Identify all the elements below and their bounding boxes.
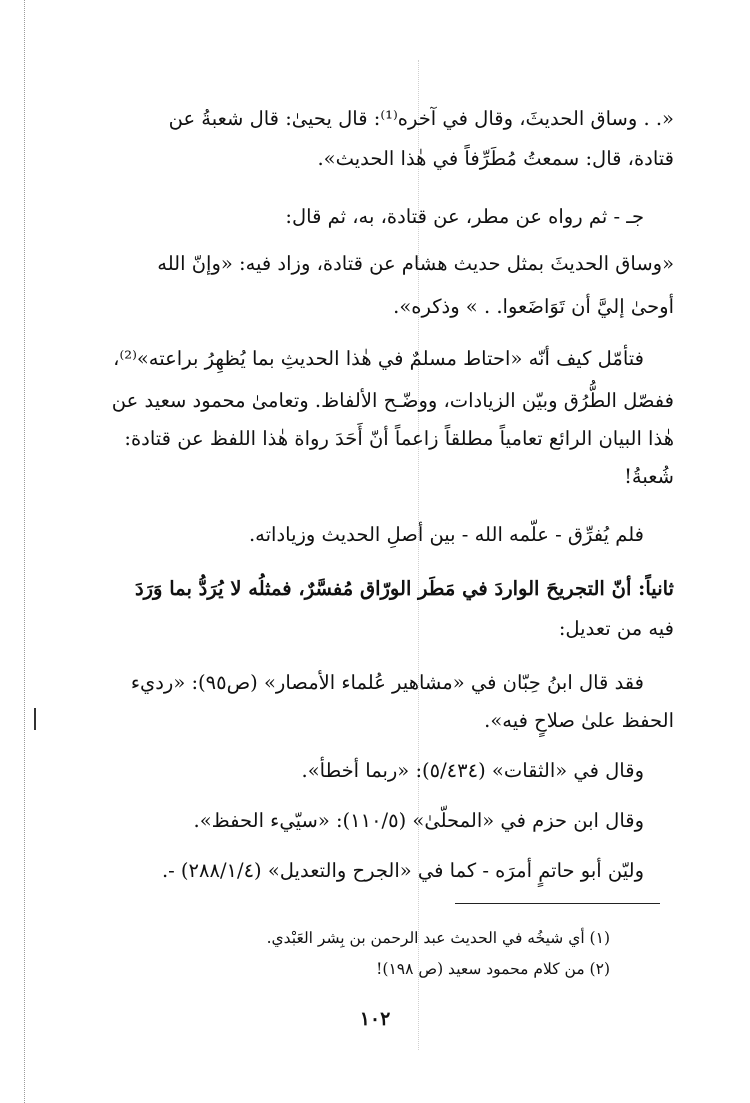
body-line-11: ثانياً: أنّ التجريحَ الواردَ في مَطَر الورّاق مُفسَّرٌ، فمثلُه لا يُرَدُّ بما وَرَدَ xyxy=(134,577,674,600)
body-line-5: أوحىٰ إليَّ أن تَوَاضَعوا. . » وذكره». xyxy=(393,295,674,318)
page-fold-line xyxy=(24,0,25,1103)
body-line-4: «وساق الحديثَ بمثل حديث هشام عن قتادة، وزاد فيه: «وإنّ الله xyxy=(157,252,674,275)
body-line-17: وليّن أبو حاتمٍ أمرَه - كما في «الجرح والتعديل» (٢٨٨/١/٤) -. xyxy=(161,859,644,882)
footnote-2: (٢) من كلام محمود سعيد (ص ١٩٨)! xyxy=(376,960,610,978)
body-line-3: جـ - ثم رواه عن مطر، عن قتادة، به، ثم قال: xyxy=(285,205,644,228)
body-line-12: فيه من تعديل: xyxy=(558,617,674,640)
body-line-2: قتادة، قال: سمعتُ مُطَرِّفاً في هٰذا الحديث». xyxy=(317,147,674,170)
body-line-6: فتأمّل كيف أنّه «احتاط مسلمٌ في هٰذا الحديثِ بما يُظهِرُ براعته»⁽²⁾، xyxy=(113,347,644,370)
footnote-separator xyxy=(455,903,660,904)
body-line-15: وقال في «الثقات» (٥/٤٣٤): «ربما أخطأ». xyxy=(301,759,644,782)
body-line-1: «. . وساق الحديثَ، وقال في آخره⁽¹⁾: قال يحيىٰ: قال شعبةُ عن xyxy=(168,107,674,130)
body-line-14: الحفظ علىٰ صلاحٍ فيه». xyxy=(484,709,674,732)
margin-mark xyxy=(34,708,36,730)
body-line-13: فقد قال ابنُ حِبّان في «مشاهير عُلماء الأمصار» (ص٩٥): «رديء xyxy=(130,671,644,694)
body-line-16: وقال ابن حزم في «المحلّىٰ» (١١٠/٥): «سيّيء الحفظ». xyxy=(193,809,644,832)
footnote-1: (١) أي شيخُه في الحديث عبد الرحمن بن بِشر العَبْدي. xyxy=(266,929,610,947)
page-number: ١٠٢ xyxy=(359,1008,391,1030)
body-line-10: فلم يُفرِّق - علّمه الله - بين أصلِ الحديث وزياداته. xyxy=(248,523,644,546)
body-line-9: شُعبةُ! xyxy=(624,465,674,488)
body-line-7: ففصّل الطُّرُق وبيّن الزيادات، ووضّـح الألفاظ. وتعامىٰ محمود سعيد عن xyxy=(111,389,674,412)
body-line-8: هٰذا البيان الرائع تعامياً مطلقاً زاعماً أنّ أَحَدَ رواة هٰذا اللفظ عن قتادة: xyxy=(124,427,674,450)
